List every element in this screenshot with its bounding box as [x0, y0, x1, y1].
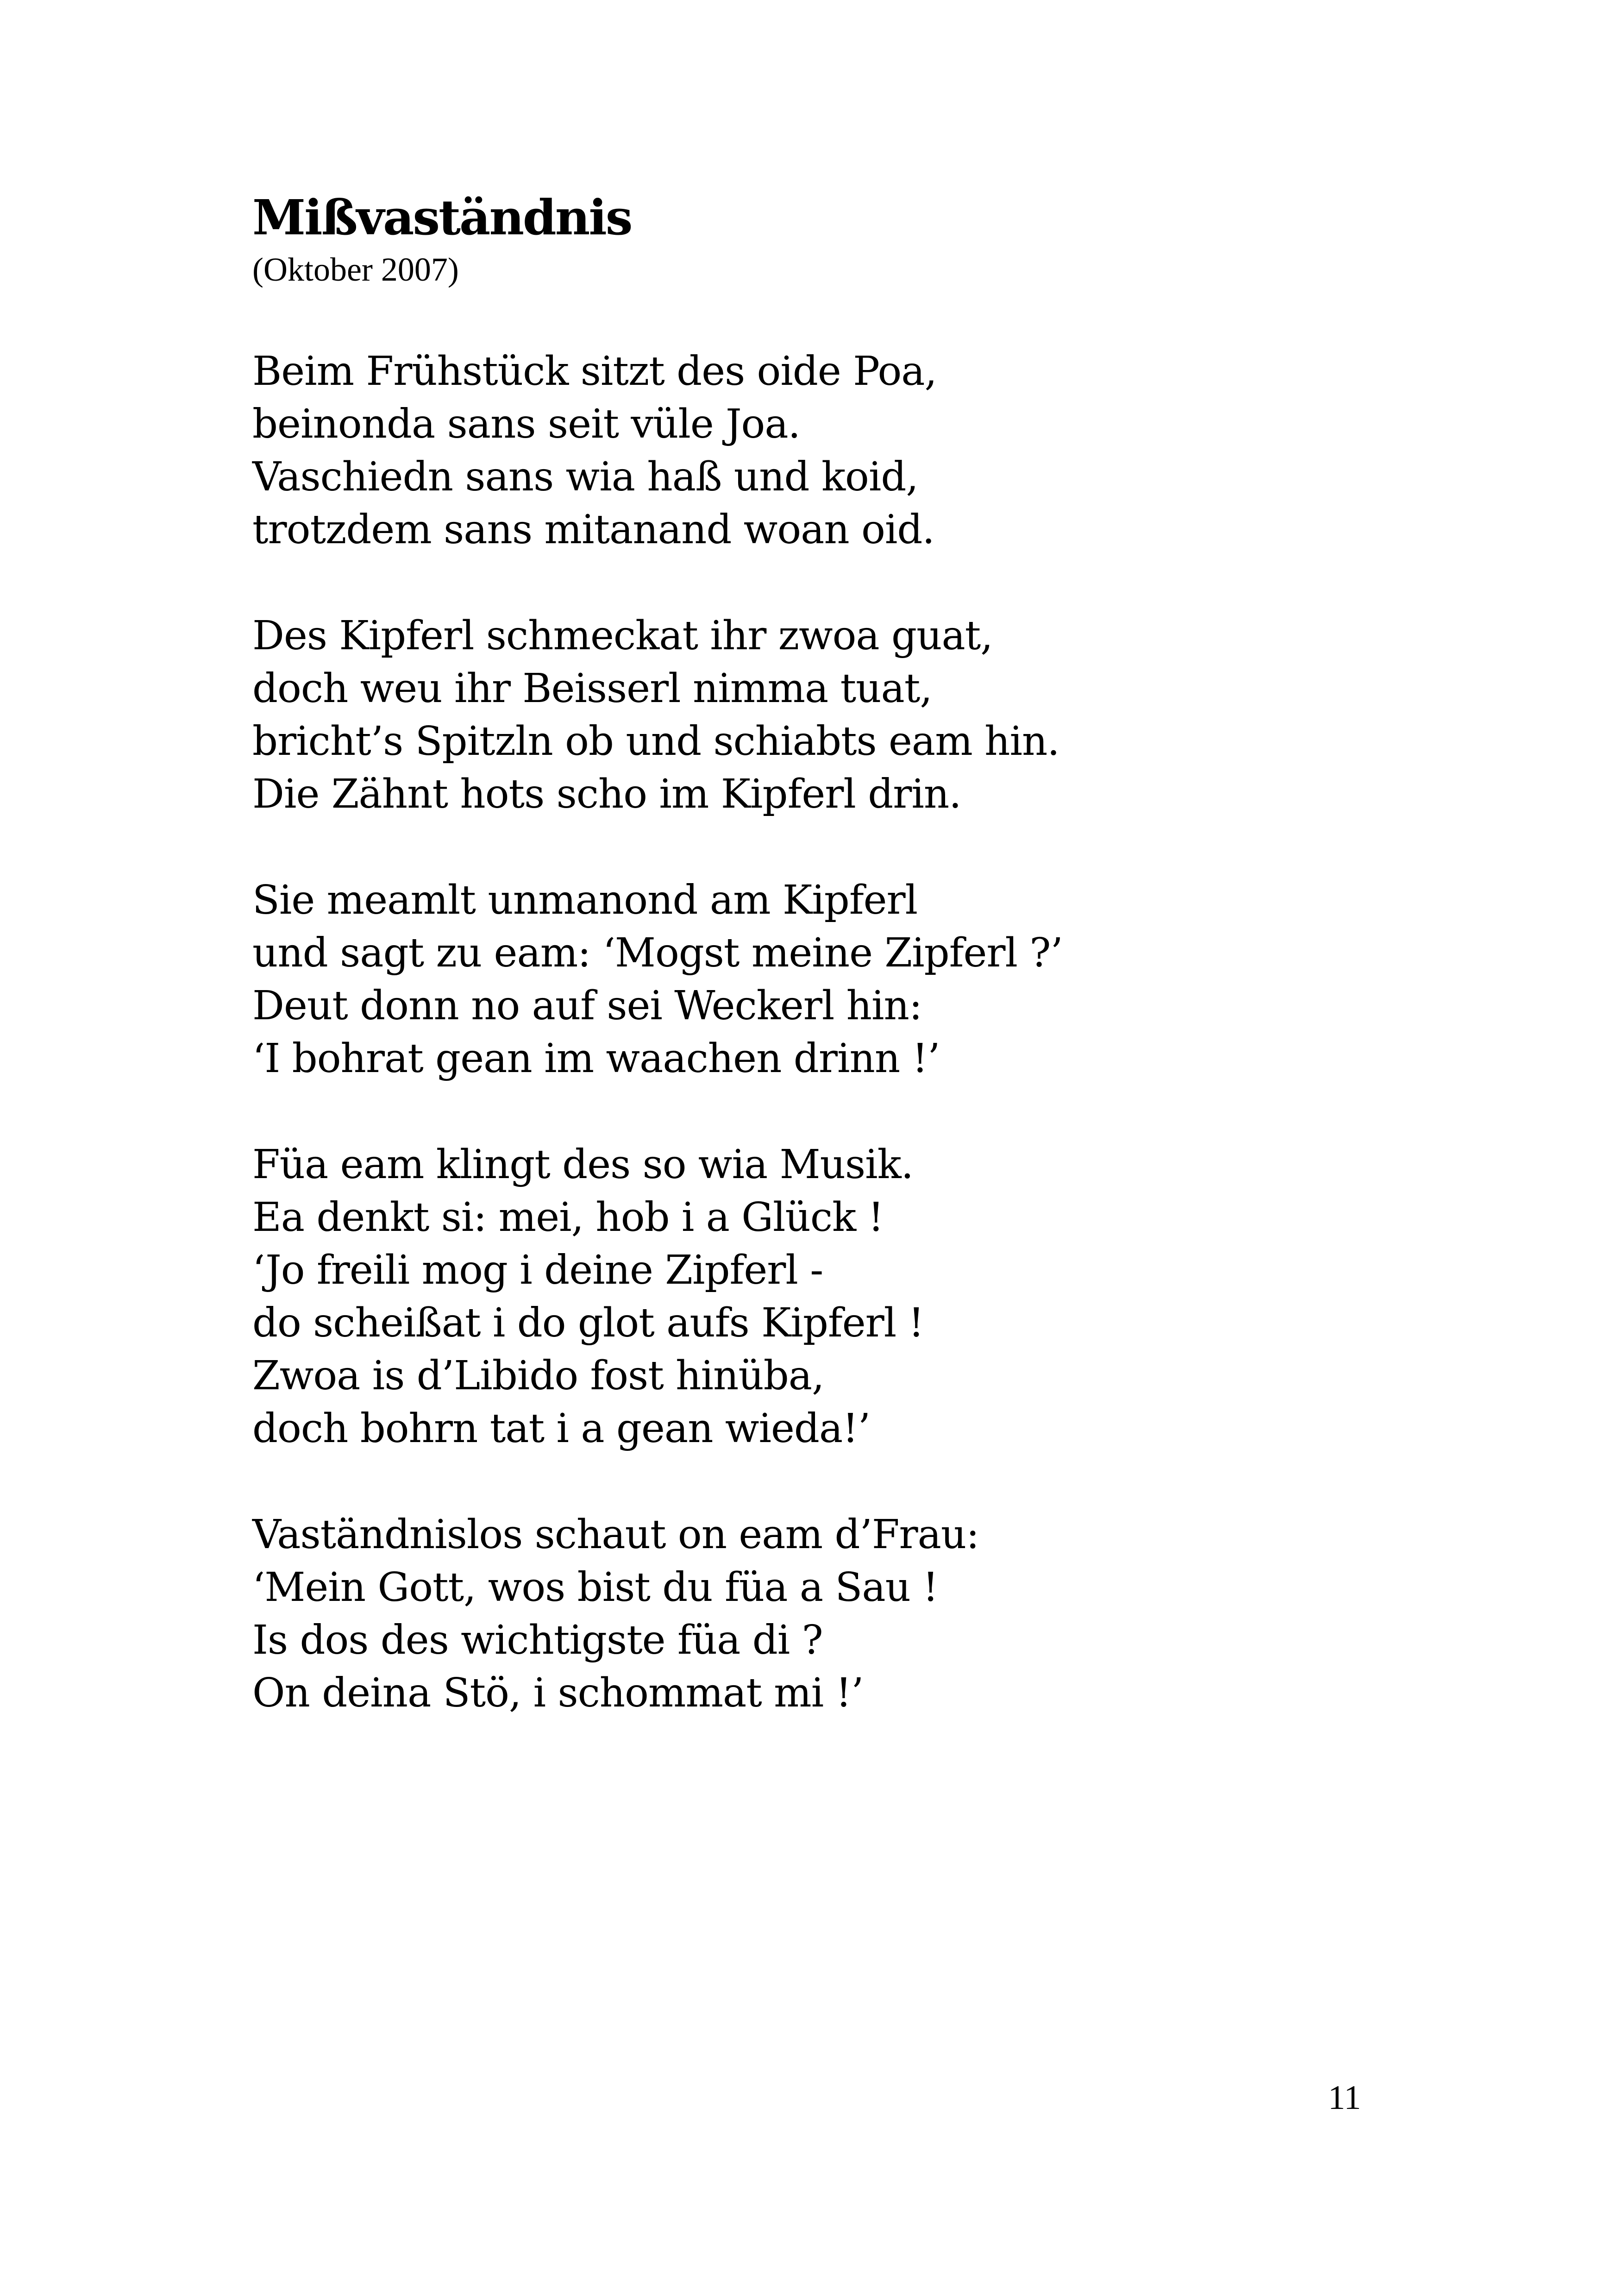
poem-line: Beim Frühstück sitzt des oide Poa,: [252, 348, 937, 395]
page-number: 11: [1328, 2079, 1361, 2117]
poem-line: Ea denkt si: mei, hob i a Glück !: [252, 1194, 884, 1241]
poem-line: Deut donn no auf sei Weckerl hin:: [252, 983, 922, 1029]
poem-line: Is dos des wichtigste füa di ?: [252, 1617, 823, 1663]
poem-line: bricht’s Spitzln ob und schiabts eam hin.: [252, 718, 1059, 765]
poem-line: Zwoa is d’Libido fost hinüba,: [252, 1353, 824, 1399]
poem-title: Mißvaständnis: [252, 189, 632, 246]
poem-line: doch weu ihr Beisserl nimma tuat,: [252, 665, 932, 712]
stanza-5: [252, 1508, 1456, 1719]
poem-line: doch bohrn tat i a gean wieda!’: [252, 1405, 871, 1452]
stanza-4: [252, 1138, 1456, 1455]
stanza-2: [252, 609, 1456, 821]
poem-line: Die Zähnt hots scho im Kipferl drin.: [252, 771, 961, 817]
poem-line: Vaschiedn sans wia haß und koid,: [252, 454, 918, 500]
poem: [252, 188, 1456, 1719]
poem-date: (Oktober 2007): [252, 251, 459, 288]
poem-line: Des Kipferl schmeckat ihr zwoa guat,: [252, 613, 993, 659]
poem-line: und sagt zu eam: ‘Mogst meine Zipferl ?’: [252, 930, 1063, 976]
stanza-1: [252, 345, 1456, 556]
poem-line: Vaständnislos schaut on eam d’Frau:: [252, 1512, 979, 1558]
stanza-3: [252, 874, 1456, 1085]
poem-line: Sie meamlt unmanond am Kipferl: [252, 877, 918, 923]
poem-line: trotzdem sans mitanand woan oid.: [252, 507, 934, 553]
poem-line: Füa eam klingt des so wia Musik.: [252, 1142, 914, 1188]
poem-line: ‘Mein Gott, wos bist du füa a Sau !: [252, 1564, 938, 1611]
poem-line: On deina Stö, i schommat mi !’: [252, 1670, 864, 1716]
poem-line: beinonda sans seit vüle Joa.: [252, 401, 800, 447]
poem-line: ‘Jo freili mog i deine Zipferl -: [252, 1247, 823, 1293]
poem-line: ‘I bohrat gean im waachen drinn !’: [252, 1035, 940, 1082]
poem-line: do scheißat i do glot aufs Kipferl !: [252, 1300, 924, 1346]
